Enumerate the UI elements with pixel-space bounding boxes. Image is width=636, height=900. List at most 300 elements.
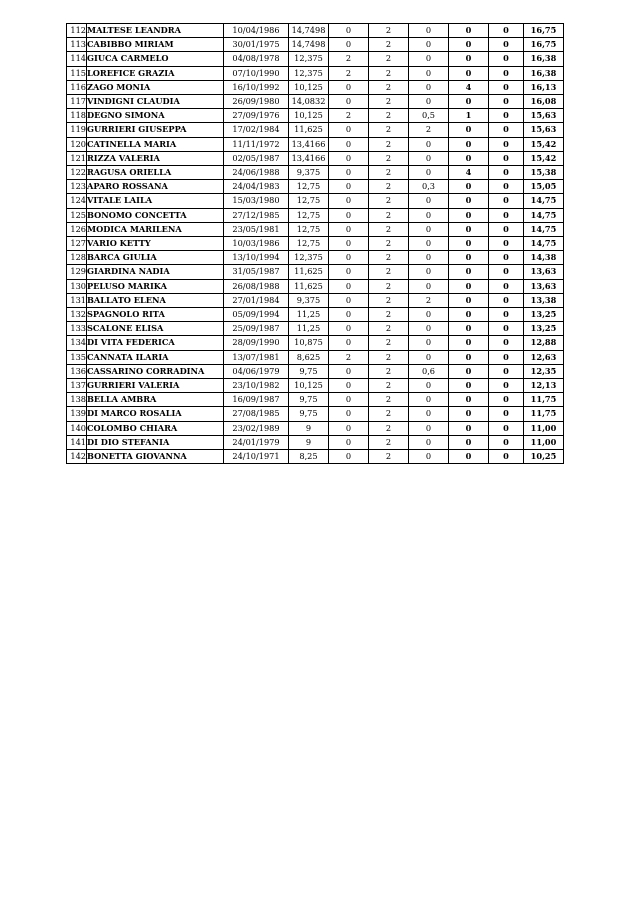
candidate-name: APARO ROSSANA	[87, 180, 224, 194]
score-e: 0	[489, 350, 524, 364]
total-score: 12,88	[524, 336, 564, 350]
total-score: 12,13	[524, 379, 564, 393]
score-d: 4	[449, 166, 489, 180]
row-number: 121	[67, 151, 87, 165]
score-c: 0	[409, 421, 449, 435]
score-c: 0,5	[409, 109, 449, 123]
score-d: 0	[449, 95, 489, 109]
candidate-name: BARCA GIULIA	[87, 251, 224, 265]
score-c: 0	[409, 435, 449, 449]
score-b: 2	[369, 208, 409, 222]
candidate-name: DI MARCO ROSALIA	[87, 407, 224, 421]
table-row	[67, 251, 564, 265]
total-score: 11,75	[524, 407, 564, 421]
candidate-name: LOREFICE GRAZIA	[87, 66, 224, 80]
table-row	[67, 151, 564, 165]
score-d: 0	[449, 450, 489, 464]
row-number: 117	[67, 95, 87, 109]
score-d: 0	[449, 66, 489, 80]
score-c: 0	[409, 24, 449, 38]
score-e: 0	[489, 293, 524, 307]
row-number: 115	[67, 66, 87, 80]
score-a: 0	[329, 80, 369, 94]
score-b: 2	[369, 222, 409, 236]
score-b: 2	[369, 350, 409, 364]
base-score: 13,4166	[289, 137, 329, 151]
score-e: 0	[489, 166, 524, 180]
score-d: 0	[449, 123, 489, 137]
birth-date: 24/06/1988	[224, 166, 289, 180]
score-b: 2	[369, 407, 409, 421]
score-c: 0	[409, 95, 449, 109]
score-d: 0	[449, 308, 489, 322]
score-d: 0	[449, 407, 489, 421]
base-score: 13,4166	[289, 151, 329, 165]
score-b: 2	[369, 308, 409, 322]
score-d: 0	[449, 379, 489, 393]
birth-date: 23/02/1989	[224, 421, 289, 435]
score-e: 0	[489, 180, 524, 194]
birth-date: 24/04/1983	[224, 180, 289, 194]
total-score: 12,35	[524, 364, 564, 378]
table-row	[67, 123, 564, 137]
score-e: 0	[489, 393, 524, 407]
base-score: 12,75	[289, 222, 329, 236]
table-row	[67, 350, 564, 364]
score-c: 0,3	[409, 180, 449, 194]
score-d: 0	[449, 180, 489, 194]
row-number: 138	[67, 393, 87, 407]
score-b: 2	[369, 123, 409, 137]
row-number: 139	[67, 407, 87, 421]
score-e: 0	[489, 336, 524, 350]
score-e: 0	[489, 137, 524, 151]
table-row	[67, 293, 564, 307]
birth-date: 16/09/1987	[224, 393, 289, 407]
score-c: 0	[409, 251, 449, 265]
birth-date: 26/09/1980	[224, 95, 289, 109]
total-score: 15,05	[524, 180, 564, 194]
score-c: 0	[409, 52, 449, 66]
score-e: 0	[489, 24, 524, 38]
score-a: 0	[329, 38, 369, 52]
candidate-name: SCALONE ELISA	[87, 322, 224, 336]
base-score: 11,625	[289, 265, 329, 279]
score-a: 0	[329, 379, 369, 393]
score-d: 0	[449, 364, 489, 378]
score-e: 0	[489, 38, 524, 52]
total-score: 15,38	[524, 166, 564, 180]
candidate-name: DEGNO SIMONA	[87, 109, 224, 123]
total-score: 11,00	[524, 435, 564, 449]
row-number: 130	[67, 279, 87, 293]
total-score: 15,42	[524, 151, 564, 165]
score-d: 0	[449, 421, 489, 435]
score-d: 0	[449, 151, 489, 165]
table-row	[67, 265, 564, 279]
candidate-name: RAGUSA ORIELLA	[87, 166, 224, 180]
score-b: 2	[369, 421, 409, 435]
table-row	[67, 109, 564, 123]
total-score: 13,25	[524, 322, 564, 336]
total-score: 13,38	[524, 293, 564, 307]
score-a: 0	[329, 222, 369, 236]
candidate-name: VITALE LAILA	[87, 194, 224, 208]
score-c: 0	[409, 38, 449, 52]
row-number: 142	[67, 450, 87, 464]
birth-date: 05/09/1994	[224, 308, 289, 322]
score-c: 2	[409, 293, 449, 307]
table-row	[67, 137, 564, 151]
birth-date: 11/11/1972	[224, 137, 289, 151]
birth-date: 13/10/1994	[224, 251, 289, 265]
score-b: 2	[369, 322, 409, 336]
score-e: 0	[489, 421, 524, 435]
base-score: 14,0832	[289, 95, 329, 109]
score-d: 0	[449, 208, 489, 222]
score-a: 0	[329, 180, 369, 194]
birth-date: 17/02/1984	[224, 123, 289, 137]
score-a: 0	[329, 421, 369, 435]
base-score: 10,125	[289, 379, 329, 393]
table-row	[67, 24, 564, 38]
score-d: 0	[449, 265, 489, 279]
candidate-name: DI DIO STEFANIA	[87, 435, 224, 449]
total-score: 10,25	[524, 450, 564, 464]
table-row	[67, 194, 564, 208]
total-score: 16,38	[524, 52, 564, 66]
table-row	[67, 166, 564, 180]
birth-date: 02/05/1987	[224, 151, 289, 165]
score-c: 0	[409, 80, 449, 94]
table-body	[67, 24, 564, 464]
total-score: 15,63	[524, 109, 564, 123]
total-score: 13,63	[524, 279, 564, 293]
table-row	[67, 237, 564, 251]
score-c: 0	[409, 66, 449, 80]
total-score: 11,00	[524, 421, 564, 435]
score-a: 0	[329, 450, 369, 464]
table-row	[67, 379, 564, 393]
score-c: 2	[409, 123, 449, 137]
score-d: 0	[449, 237, 489, 251]
birth-date: 28/09/1990	[224, 336, 289, 350]
score-b: 2	[369, 38, 409, 52]
row-number: 128	[67, 251, 87, 265]
score-a: 0	[329, 137, 369, 151]
table-row	[67, 80, 564, 94]
candidate-name: GIUCA CARMELO	[87, 52, 224, 66]
table-row	[67, 421, 564, 435]
score-b: 2	[369, 279, 409, 293]
base-score: 12,75	[289, 237, 329, 251]
score-d: 0	[449, 435, 489, 449]
score-b: 2	[369, 151, 409, 165]
table-row	[67, 407, 564, 421]
total-score: 16,38	[524, 66, 564, 80]
score-d: 0	[449, 279, 489, 293]
birth-date: 15/03/1980	[224, 194, 289, 208]
total-score: 15,63	[524, 123, 564, 137]
score-d: 0	[449, 194, 489, 208]
candidate-name: DI VITA FEDERICA	[87, 336, 224, 350]
score-b: 2	[369, 24, 409, 38]
score-a: 0	[329, 151, 369, 165]
score-e: 0	[489, 308, 524, 322]
base-score: 11,25	[289, 322, 329, 336]
score-e: 0	[489, 265, 524, 279]
score-a: 0	[329, 24, 369, 38]
score-a: 0	[329, 237, 369, 251]
candidate-name: BONOMO CONCETTA	[87, 208, 224, 222]
table-row	[67, 336, 564, 350]
table-row	[67, 222, 564, 236]
birth-date: 31/05/1987	[224, 265, 289, 279]
birth-date: 10/03/1986	[224, 237, 289, 251]
score-c: 0	[409, 194, 449, 208]
score-e: 0	[489, 279, 524, 293]
score-b: 2	[369, 180, 409, 194]
score-a: 0	[329, 435, 369, 449]
base-score: 9,75	[289, 407, 329, 421]
candidate-name: CANNATA ILARIA	[87, 350, 224, 364]
score-b: 2	[369, 435, 409, 449]
score-e: 0	[489, 322, 524, 336]
row-number: 114	[67, 52, 87, 66]
base-score: 8,625	[289, 350, 329, 364]
score-c: 0	[409, 265, 449, 279]
score-a: 0	[329, 364, 369, 378]
total-score: 16,13	[524, 80, 564, 94]
base-score: 11,625	[289, 279, 329, 293]
total-score: 13,25	[524, 308, 564, 322]
score-c: 0	[409, 279, 449, 293]
row-number: 137	[67, 379, 87, 393]
score-a: 0	[329, 208, 369, 222]
score-d: 0	[449, 322, 489, 336]
score-d: 0	[449, 251, 489, 265]
total-score: 16,75	[524, 38, 564, 52]
total-score: 13,63	[524, 265, 564, 279]
birth-date: 13/07/1981	[224, 350, 289, 364]
score-a: 0	[329, 393, 369, 407]
base-score: 10,125	[289, 109, 329, 123]
score-c: 0	[409, 222, 449, 236]
base-score: 14,7498	[289, 24, 329, 38]
score-b: 2	[369, 66, 409, 80]
row-number: 127	[67, 237, 87, 251]
birth-date: 04/08/1978	[224, 52, 289, 66]
candidate-name: VINDIGNI CLAUDIA	[87, 95, 224, 109]
birth-date: 24/01/1979	[224, 435, 289, 449]
score-c: 0	[409, 407, 449, 421]
score-a: 2	[329, 66, 369, 80]
score-d: 0	[449, 350, 489, 364]
score-c: 0	[409, 379, 449, 393]
score-e: 0	[489, 208, 524, 222]
score-a: 0	[329, 123, 369, 137]
row-number: 122	[67, 166, 87, 180]
row-number: 112	[67, 24, 87, 38]
row-number: 125	[67, 208, 87, 222]
score-a: 2	[329, 109, 369, 123]
score-b: 2	[369, 109, 409, 123]
row-number: 113	[67, 38, 87, 52]
row-number: 136	[67, 364, 87, 378]
base-score: 12,375	[289, 251, 329, 265]
table-row	[67, 279, 564, 293]
base-score: 9,375	[289, 166, 329, 180]
candidate-name: VARIO KETTY	[87, 237, 224, 251]
row-number: 131	[67, 293, 87, 307]
score-c: 0	[409, 237, 449, 251]
score-a: 0	[329, 293, 369, 307]
candidate-name: CASSARINO CORRADINA	[87, 364, 224, 378]
base-score: 9,75	[289, 393, 329, 407]
score-e: 0	[489, 95, 524, 109]
candidate-name: GURRIERI GIUSEPPA	[87, 123, 224, 137]
score-a: 0	[329, 322, 369, 336]
score-e: 0	[489, 450, 524, 464]
row-number: 132	[67, 308, 87, 322]
candidate-name: GIARDINA NADIA	[87, 265, 224, 279]
score-e: 0	[489, 194, 524, 208]
candidate-name: BALLATO ELENA	[87, 293, 224, 307]
score-b: 2	[369, 194, 409, 208]
score-b: 2	[369, 52, 409, 66]
score-d: 0	[449, 24, 489, 38]
score-a: 0	[329, 336, 369, 350]
total-score: 14,75	[524, 208, 564, 222]
score-e: 0	[489, 123, 524, 137]
total-score: 14,75	[524, 194, 564, 208]
row-number: 116	[67, 80, 87, 94]
score-b: 2	[369, 336, 409, 350]
score-d: 4	[449, 80, 489, 94]
score-d: 0	[449, 52, 489, 66]
score-e: 0	[489, 237, 524, 251]
score-e: 0	[489, 52, 524, 66]
score-e: 0	[489, 222, 524, 236]
table-row	[67, 66, 564, 80]
score-b: 2	[369, 95, 409, 109]
row-number: 140	[67, 421, 87, 435]
score-d: 0	[449, 336, 489, 350]
score-a: 0	[329, 308, 369, 322]
score-b: 2	[369, 450, 409, 464]
table-row	[67, 38, 564, 52]
base-score: 9,375	[289, 293, 329, 307]
score-c: 0	[409, 393, 449, 407]
score-b: 2	[369, 265, 409, 279]
score-b: 2	[369, 293, 409, 307]
score-e: 0	[489, 109, 524, 123]
score-e: 0	[489, 407, 524, 421]
score-c: 0	[409, 336, 449, 350]
score-a: 2	[329, 52, 369, 66]
score-c: 0	[409, 166, 449, 180]
score-c: 0	[409, 137, 449, 151]
total-score: 16,75	[524, 24, 564, 38]
table-row	[67, 364, 564, 378]
birth-date: 27/01/1984	[224, 293, 289, 307]
row-number: 129	[67, 265, 87, 279]
score-a: 0	[329, 194, 369, 208]
base-score: 11,25	[289, 308, 329, 322]
birth-date: 23/05/1981	[224, 222, 289, 236]
score-b: 2	[369, 237, 409, 251]
total-score: 14,38	[524, 251, 564, 265]
base-score: 14,7498	[289, 38, 329, 52]
birth-date: 24/10/1971	[224, 450, 289, 464]
score-d: 0	[449, 293, 489, 307]
base-score: 11,625	[289, 123, 329, 137]
table-row	[67, 208, 564, 222]
score-e: 0	[489, 151, 524, 165]
birth-date: 27/08/1985	[224, 407, 289, 421]
base-score: 12,375	[289, 52, 329, 66]
candidate-name: CABIBBO MIRIAM	[87, 38, 224, 52]
total-score: 12,63	[524, 350, 564, 364]
score-c: 0	[409, 151, 449, 165]
base-score: 10,875	[289, 336, 329, 350]
score-b: 2	[369, 364, 409, 378]
row-number: 120	[67, 137, 87, 151]
ranking-table	[66, 23, 564, 464]
base-score: 12,75	[289, 194, 329, 208]
base-score: 12,75	[289, 208, 329, 222]
candidate-name: COLOMBO CHIARA	[87, 421, 224, 435]
base-score: 9	[289, 421, 329, 435]
birth-date: 04/06/1979	[224, 364, 289, 378]
candidate-name: GURRIERI VALERIA	[87, 379, 224, 393]
score-e: 0	[489, 364, 524, 378]
birth-date: 25/09/1987	[224, 322, 289, 336]
score-c: 0	[409, 308, 449, 322]
row-number: 141	[67, 435, 87, 449]
base-score: 12,375	[289, 66, 329, 80]
score-c: 0	[409, 350, 449, 364]
candidate-name: BONETTA GIOVANNA	[87, 450, 224, 464]
table-row	[67, 393, 564, 407]
score-d: 0	[449, 222, 489, 236]
total-score: 16,08	[524, 95, 564, 109]
base-score: 9	[289, 435, 329, 449]
candidate-name: ZAGO MONIA	[87, 80, 224, 94]
row-number: 119	[67, 123, 87, 137]
score-b: 2	[369, 166, 409, 180]
total-score: 15,42	[524, 137, 564, 151]
candidate-name: RIZZA VALERIA	[87, 151, 224, 165]
score-d: 1	[449, 109, 489, 123]
score-e: 0	[489, 251, 524, 265]
total-score: 14,75	[524, 222, 564, 236]
score-c: 0	[409, 322, 449, 336]
score-d: 0	[449, 393, 489, 407]
birth-date: 10/04/1986	[224, 24, 289, 38]
score-d: 0	[449, 38, 489, 52]
score-b: 2	[369, 379, 409, 393]
row-number: 133	[67, 322, 87, 336]
score-c: 0	[409, 450, 449, 464]
score-c: 0	[409, 208, 449, 222]
score-a: 2	[329, 350, 369, 364]
row-number: 134	[67, 336, 87, 350]
table-row	[67, 308, 564, 322]
candidate-name: SPAGNOLO RITA	[87, 308, 224, 322]
birth-date: 07/10/1990	[224, 66, 289, 80]
score-b: 2	[369, 393, 409, 407]
